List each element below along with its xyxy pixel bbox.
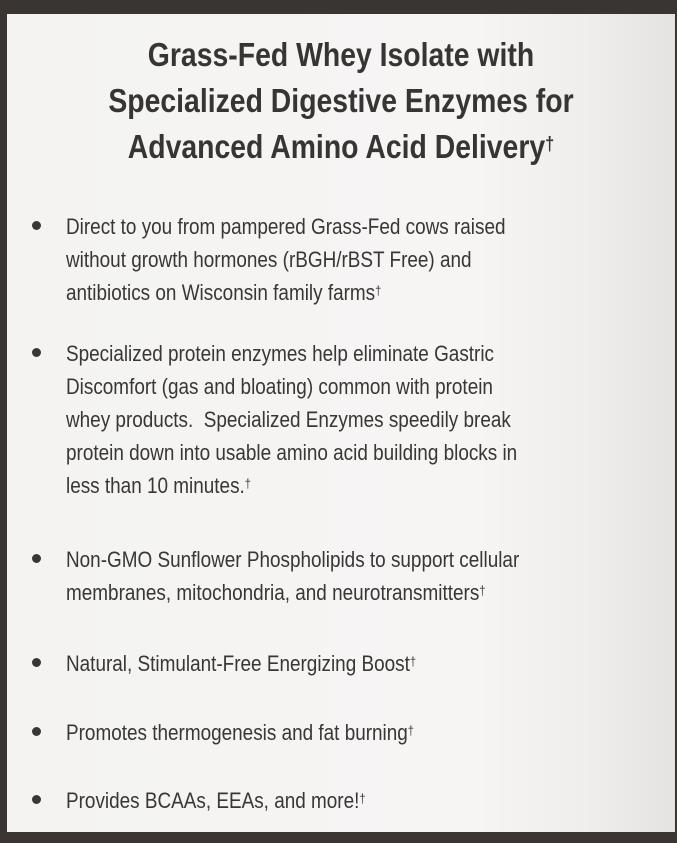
list-item-line [66, 784, 634, 817]
list-item-text [66, 210, 634, 309]
list-item-line [66, 276, 634, 309]
list-item-line: Discomfort (gas and bloating) common with protein [66, 374, 493, 399]
list-item-line: without growth hormones (rBGH/rBST Free) and [66, 247, 472, 272]
list-item-text [66, 337, 634, 502]
bullet-dot-icon [32, 554, 41, 563]
list-item-line: whey products. Specialized Enzymes speedily break [66, 407, 511, 432]
bullet-dot-icon [32, 221, 41, 230]
bullet-dot-icon [32, 658, 41, 667]
list-item-line [66, 469, 634, 502]
footnote-mark: † [244, 476, 252, 491]
footnote-mark: † [479, 583, 486, 598]
title-line-3-text: Advanced Amino Acid Delivery [127, 128, 546, 165]
list-item-text [66, 784, 634, 817]
list-item-line-text: antibiotics on Wisconsin family farms [66, 280, 376, 305]
bullet-dot-icon [32, 795, 41, 804]
list-item-text [66, 543, 634, 609]
list-item-line [66, 576, 634, 609]
title-line-1: Grass-Fed Whey Isolate with [147, 36, 535, 73]
title-line-2: Specialized Digestive Enzymes for [108, 82, 574, 119]
benefits-list [7, 14, 675, 832]
list-item-line: Non-GMO Sunflower Phospholipids to support cellular [66, 547, 520, 572]
list-item-text [66, 716, 634, 749]
bottom-border [0, 832, 677, 843]
list-item-line: protein down into usable amino acid building blocks in [66, 440, 518, 465]
list-item-text [66, 647, 634, 680]
list-item-line [66, 647, 634, 680]
list-item-line-text: membranes, mitochondria, and neurotransmitters [66, 580, 480, 605]
list-item-line: Specialized protein enzymes help eliminate Gastric [66, 341, 495, 366]
product-info-panel [7, 14, 675, 832]
list-item-line: Direct to you from pampered Grass-Fed cows raised [66, 214, 506, 239]
list-item-line-text: Provides BCAAs, EEAs, and more! [66, 788, 360, 813]
footnote-mark: † [359, 791, 366, 806]
list-item-line-text: Natural, Stimulant-Free Energizing Boost [66, 651, 410, 676]
list-item-line [66, 716, 634, 749]
title-footnote-mark: † [545, 134, 555, 155]
list-item-line-text: less than 10 minutes. [66, 473, 245, 498]
bullet-dot-icon [32, 348, 41, 357]
list-item-line-text: Promotes thermogenesis and fat burning [66, 720, 408, 745]
footnote-mark: † [409, 654, 417, 669]
footnote-mark: † [375, 283, 382, 298]
footnote-mark: † [407, 723, 415, 738]
bullet-dot-icon [32, 727, 41, 736]
